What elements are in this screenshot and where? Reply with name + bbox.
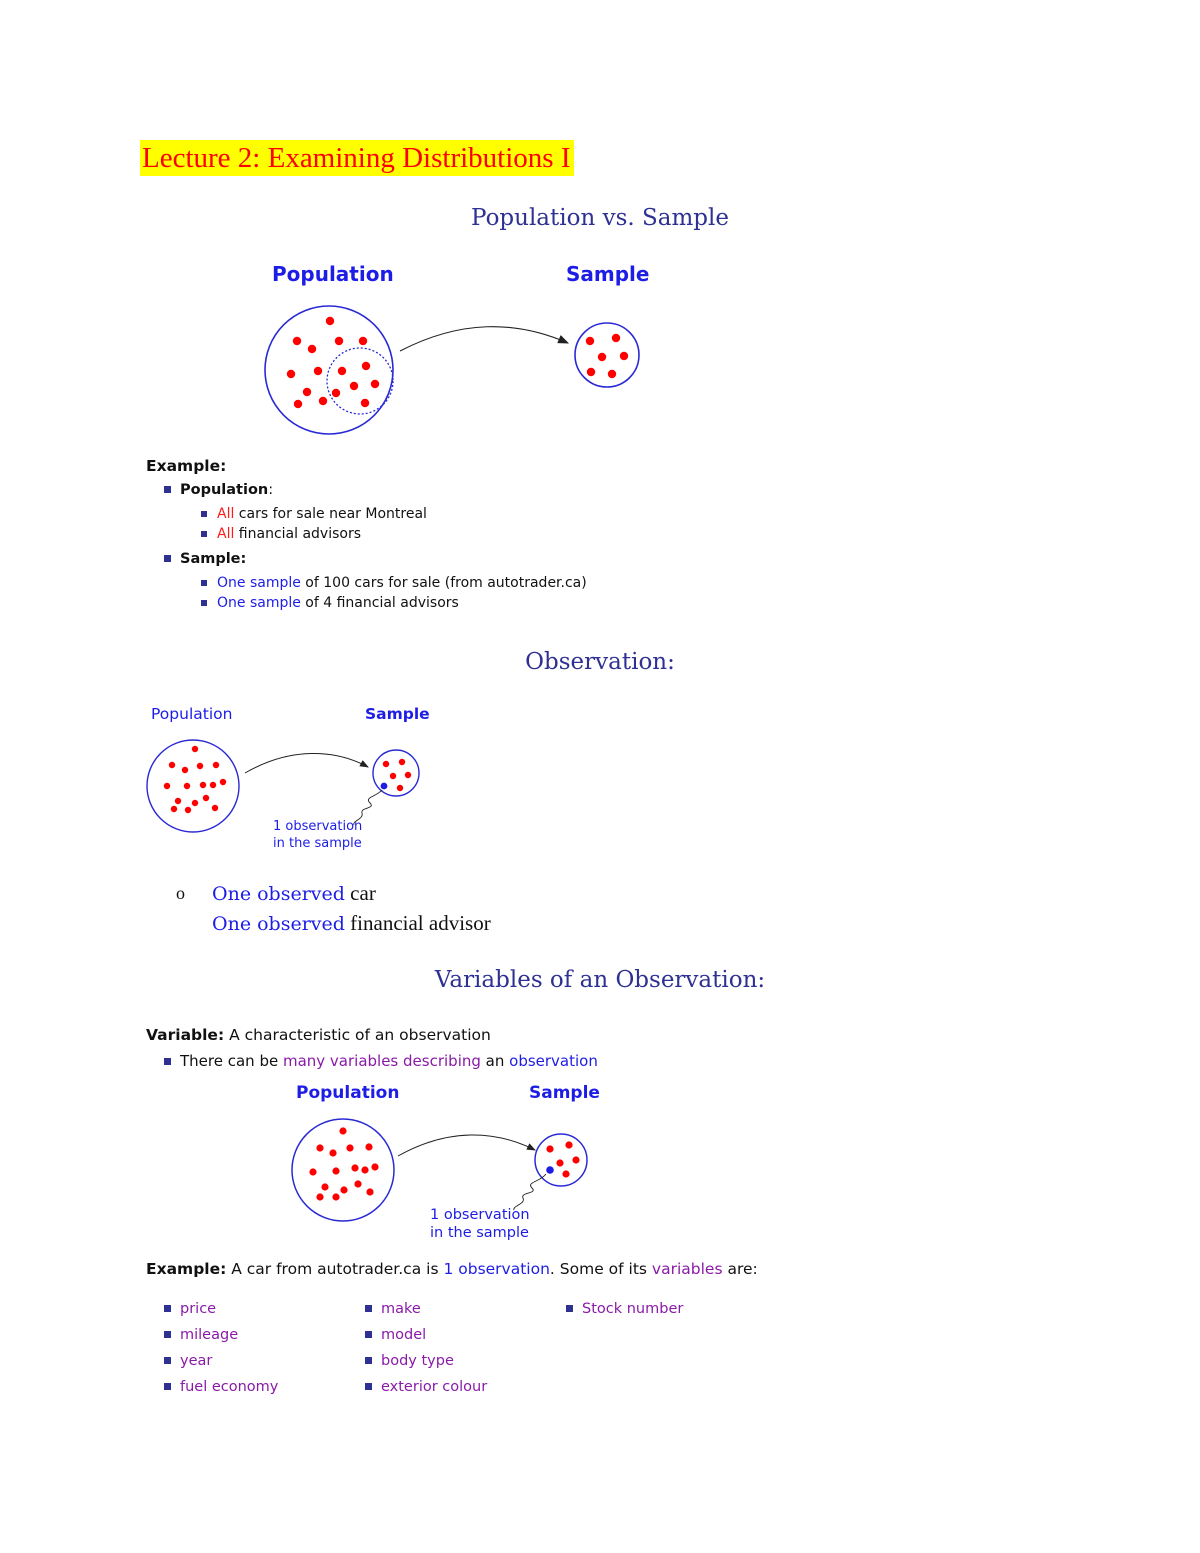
population-circle xyxy=(147,740,239,832)
observation-dot xyxy=(381,783,388,790)
variable-item-model: model xyxy=(365,1327,426,1343)
sample-circle xyxy=(575,323,639,387)
variables-bullet-part-1: There can be xyxy=(180,1052,283,1070)
variables-example-label: Example: xyxy=(146,1260,227,1278)
variables-example-part-1: A car from autotrader.ca is xyxy=(226,1260,444,1278)
observation-bullet-marker: o xyxy=(176,883,185,903)
population-dots xyxy=(287,317,379,408)
population-item-2-text: financial advisors xyxy=(234,526,362,542)
section-heading-observation: Observation: xyxy=(525,649,675,675)
population-circle xyxy=(265,306,393,434)
variable-item-stock-number: Stock number xyxy=(566,1301,683,1317)
sample-item-2-text: of 4 financial advisors xyxy=(300,595,459,611)
observation-line-1-highlight: One observed xyxy=(212,883,345,905)
sample-subset-circle xyxy=(327,348,393,414)
variable-definition-term: Variable: xyxy=(146,1026,225,1044)
population-item-1-highlight: All xyxy=(217,506,235,522)
population-item-1-text: cars for sale near Montreal xyxy=(234,506,427,522)
square-bullet-icon xyxy=(201,600,207,606)
diagram3-note xyxy=(430,1206,530,1242)
square-bullet-icon xyxy=(164,1058,171,1065)
variable-definition-text: A characteristic of an observation xyxy=(224,1026,491,1044)
arrow-population-to-sample xyxy=(400,327,568,351)
sample-item-1-highlight: One sample xyxy=(217,575,301,591)
sample-item-1 xyxy=(201,575,587,591)
observation-line-1 xyxy=(212,881,376,906)
variables-example-part-4: variables xyxy=(651,1260,723,1278)
variables-example-part-5: are: xyxy=(722,1260,758,1278)
population-item-2-highlight: All xyxy=(217,526,235,542)
observation-line-1-text: car xyxy=(344,881,376,905)
variables-bullet xyxy=(164,1052,598,1070)
variable-item-price: price xyxy=(164,1301,216,1317)
square-bullet-icon xyxy=(164,555,171,562)
variables-bullet-part-3: an xyxy=(480,1052,510,1070)
diagram2-sample-label: Sample xyxy=(365,705,430,723)
example-label-1: Example: xyxy=(146,457,227,475)
diagram2-note xyxy=(273,818,362,852)
sample-item-1-text: of 100 cars for sale (from autotrader.ca) xyxy=(300,575,587,591)
variable-item-mileage: mileage xyxy=(164,1327,238,1343)
observation-line-2-highlight: One observed xyxy=(212,913,345,935)
diagram3-population-label: Population xyxy=(296,1083,400,1103)
variable-item-year: year xyxy=(164,1353,212,1369)
variables-example-part-2: 1 observation xyxy=(443,1260,550,1278)
observation-pointer-squiggle xyxy=(514,1174,546,1210)
sample-item-2 xyxy=(201,595,459,611)
diagram2-population-label: Population xyxy=(151,705,233,723)
observation-line-2 xyxy=(212,911,491,936)
diagram2-note-line2: in the sample xyxy=(273,836,362,851)
variables-bullet-part-2: many variables describing xyxy=(282,1052,481,1070)
lecture-title: Lecture 2: Examining Distributions I xyxy=(140,140,574,176)
diagram2-note-line1: 1 observation xyxy=(273,819,363,834)
population-dots xyxy=(309,1127,378,1200)
diagram3-sample-label: Sample xyxy=(529,1083,600,1103)
variable-item-body-type: body type xyxy=(365,1353,454,1369)
diagram1-sample-label: Sample xyxy=(566,262,650,286)
arrow-population-to-sample xyxy=(398,1135,535,1156)
arrow-population-to-sample xyxy=(245,753,368,773)
observation-dot xyxy=(546,1166,554,1174)
square-bullet-icon xyxy=(201,511,207,517)
variables-example xyxy=(146,1260,758,1278)
section-heading-variables: Variables of an Observation: xyxy=(434,967,766,993)
population-item-2 xyxy=(201,526,361,542)
variable-item-make: make xyxy=(365,1301,421,1317)
variables-example-part-3: . Some of its xyxy=(549,1260,652,1278)
variable-definition xyxy=(146,1026,491,1044)
sample-bullet xyxy=(164,551,246,567)
square-bullet-icon xyxy=(201,531,207,537)
sample-circle xyxy=(373,750,419,796)
sample-bullet-heading: Sample: xyxy=(180,551,247,567)
population-sample-diagram-1 xyxy=(250,295,670,445)
diagram3-note-line2: in the sample xyxy=(430,1225,529,1241)
square-bullet-icon xyxy=(164,486,171,493)
square-bullet-icon xyxy=(201,580,207,586)
population-dots xyxy=(164,746,226,813)
section-heading-population-vs-sample: Population vs. Sample xyxy=(471,205,729,231)
sample-item-2-highlight: One sample xyxy=(217,595,301,611)
diagram3-note-line1: 1 observation xyxy=(430,1207,530,1223)
variable-item-exterior-colour: exterior colour xyxy=(365,1379,487,1395)
variables-bullet-part-4: observation xyxy=(509,1052,598,1070)
population-item-1 xyxy=(201,506,427,522)
population-bullet-heading: Population xyxy=(180,482,269,498)
observation-line-2-text: financial advisor xyxy=(344,911,491,935)
population-bullet-colon: : xyxy=(268,482,274,498)
variable-item-fuel-economy: fuel economy xyxy=(164,1379,278,1395)
diagram1-population-label: Population xyxy=(272,262,394,286)
population-bullet xyxy=(164,482,273,498)
sample-dots xyxy=(586,334,628,378)
